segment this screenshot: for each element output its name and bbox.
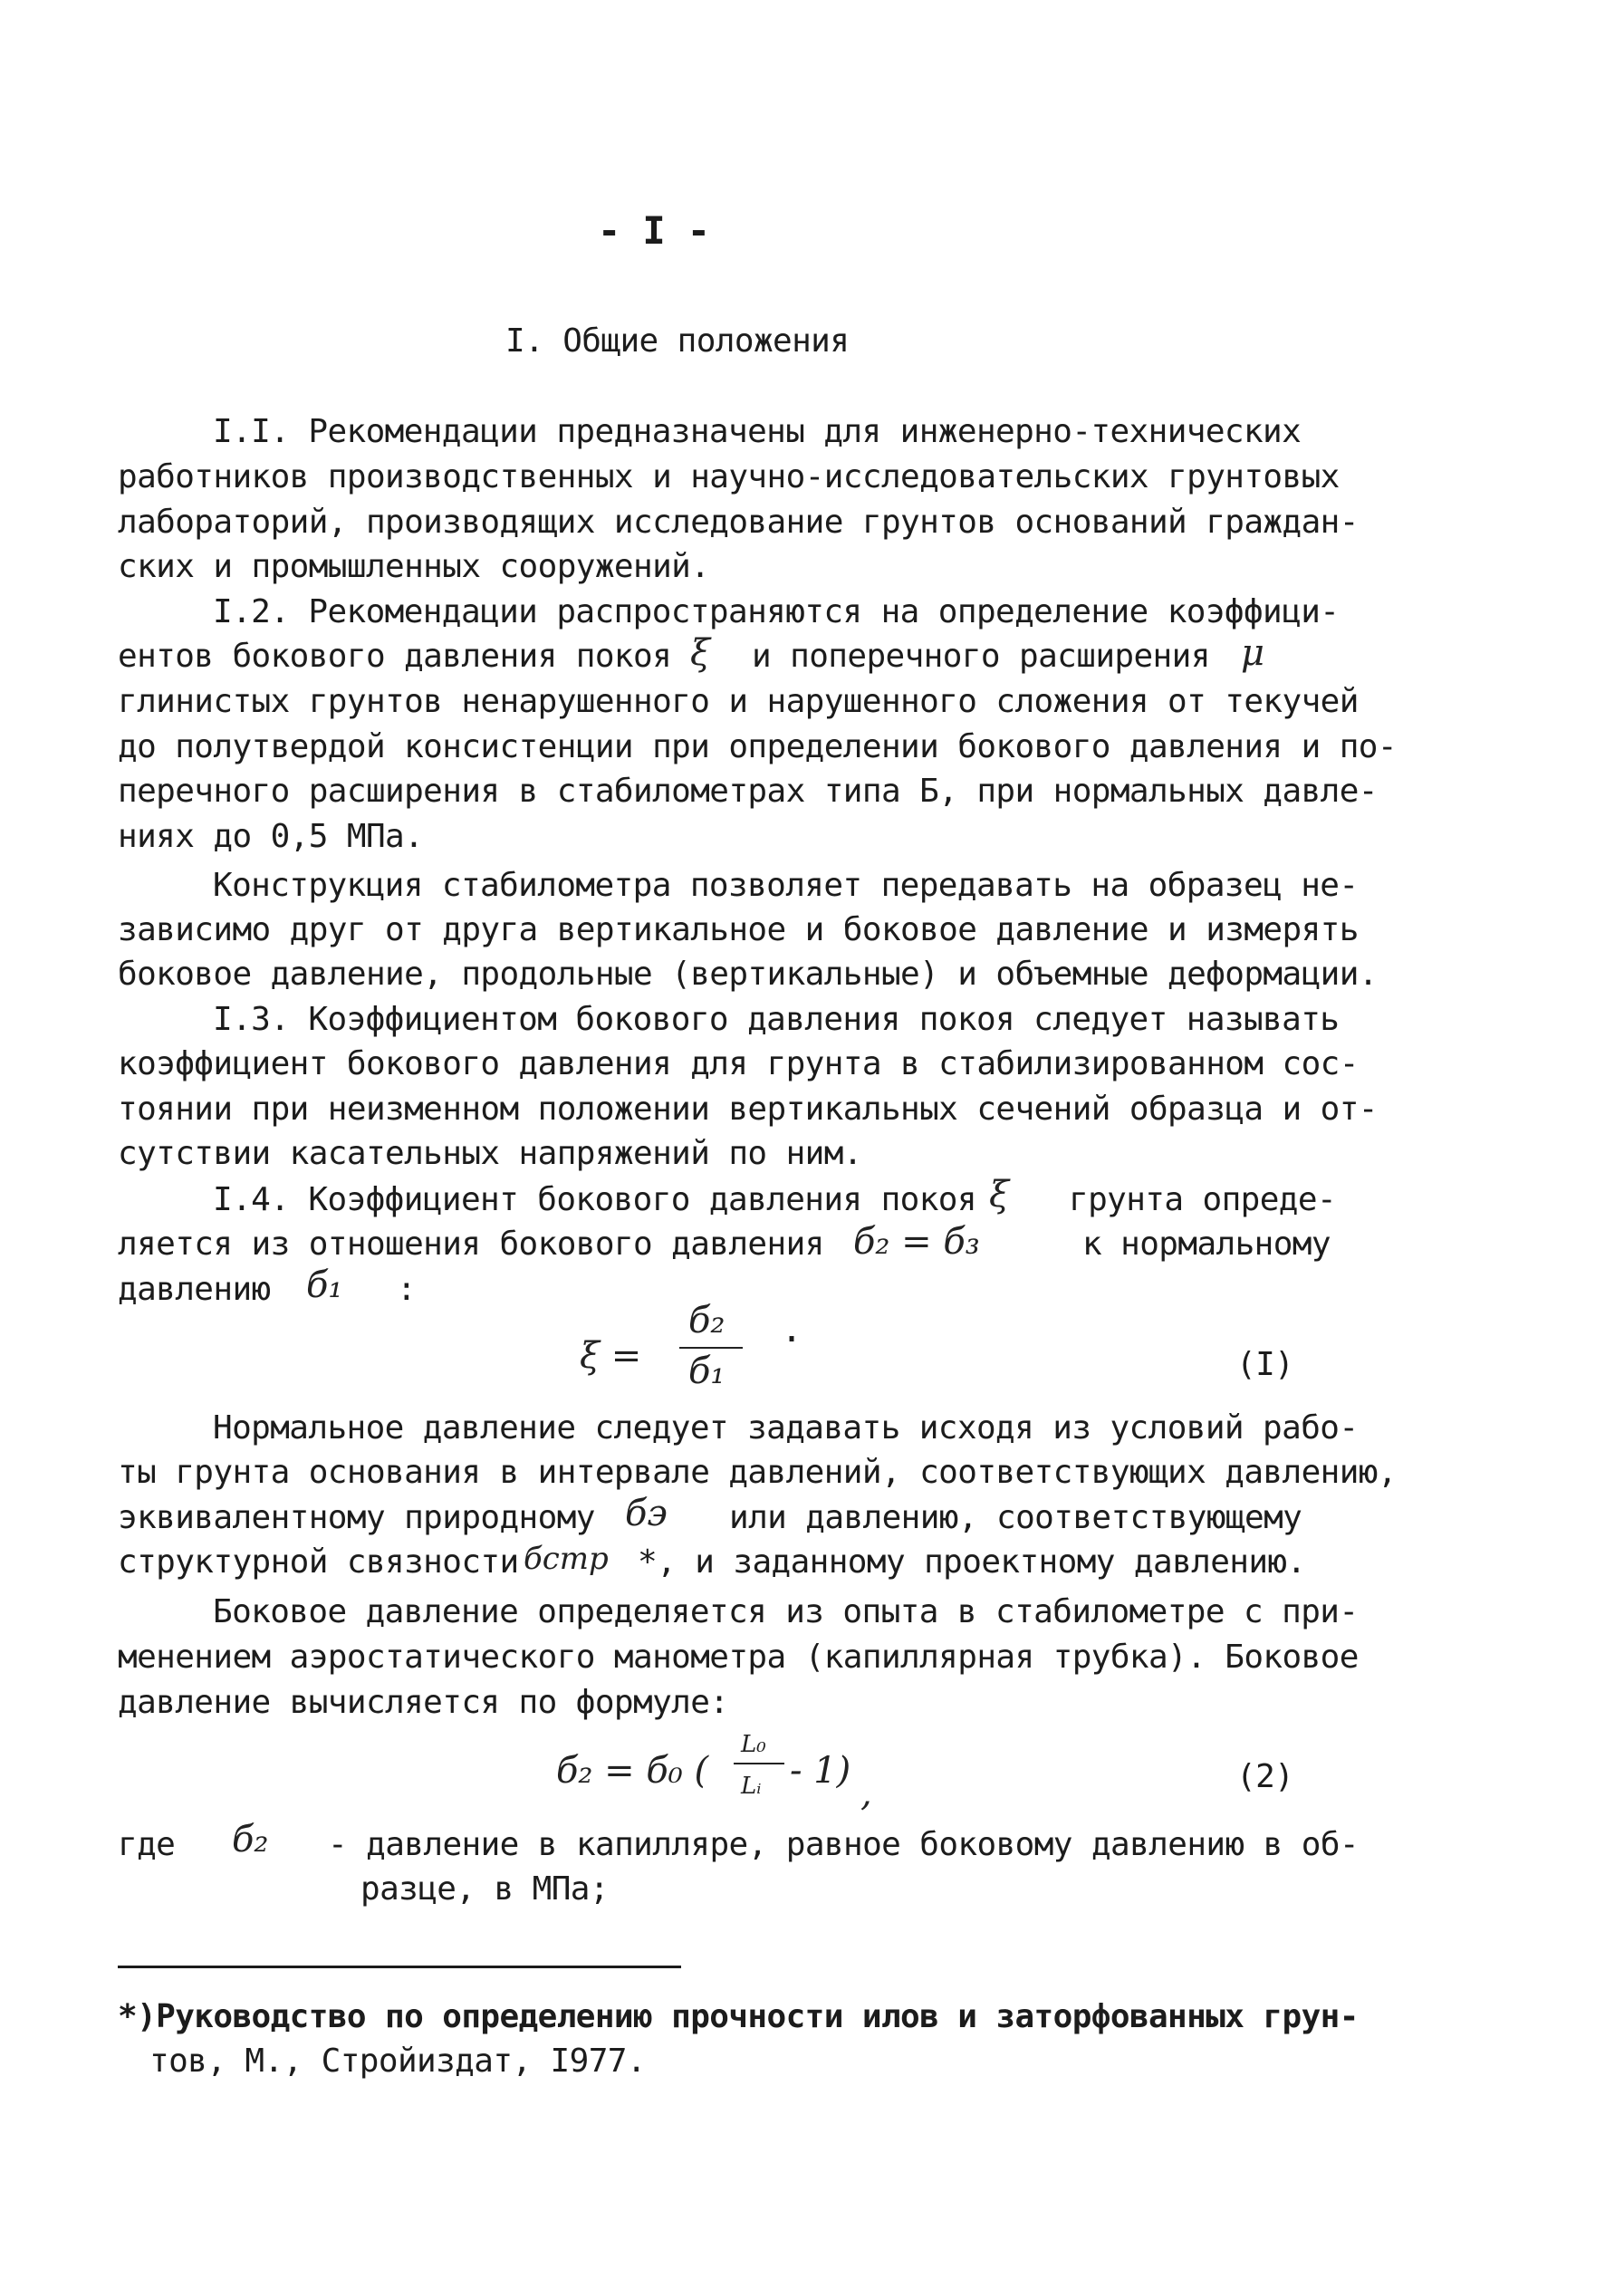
text-line: глинистых грунтов ненарушенного и нарушенного сложения от текучей — [118, 683, 1359, 720]
text-line: ляется из отношения бокового давления — [118, 1226, 824, 1263]
sigma2-eq-sigma3: б₂ = б₃ — [853, 1221, 980, 1263]
section-heading: I. Общие положения — [505, 322, 850, 360]
text-line: сутствии касательных напряжений по ним. — [118, 1135, 862, 1172]
formula-1-label: (I) — [1236, 1346, 1294, 1383]
text-line: разце, в МПа; — [360, 1870, 609, 1908]
sigma-str-symbol: бстр — [524, 1541, 609, 1577]
formula-1-numerator: б₂ — [688, 1300, 726, 1341]
text-line: I.I. Рекомендации предназначены для инженерно-технических — [213, 413, 1302, 450]
text-line: до полутвердой консистенции при определении бокового давления и по- — [118, 728, 1397, 765]
text-line: лабораторий, производящих исследование грунтов оснований граждан- — [118, 504, 1359, 541]
text-line: и поперечного расширения — [752, 638, 1210, 675]
xi-symbol: ξ — [989, 1174, 1010, 1216]
fraction-bar — [734, 1763, 784, 1764]
text-line: где — [118, 1826, 176, 1863]
text-line: I.2. Рекомендации распространяются на определение коэффици- — [213, 593, 1340, 630]
text-line: боковое давление, продольные (вертикальные) и объемные деформации. — [118, 956, 1378, 993]
text-line: зависимо друг от друга вертикальное и боковое давление и измерять — [118, 911, 1359, 948]
mu-symbol: μ — [1241, 632, 1264, 674]
formula-1-denominator: б₁ — [688, 1351, 726, 1392]
text-line: коэффициент бокового давления для грунта в стабилизированном сос- — [118, 1045, 1359, 1082]
formula-2-lhs: б₂ = б₀ ( — [556, 1750, 709, 1792]
text-line: : — [397, 1271, 417, 1308]
text-line: грунта опреде- — [1069, 1181, 1337, 1218]
text-line: Боковое давление определяется из опыта в стабилометре с при- — [213, 1593, 1359, 1630]
formula-2-numerator: L₀ — [741, 1731, 766, 1758]
xi-symbol: ξ — [690, 632, 711, 674]
text-line: Нормальное давление следует задавать исходя из условий рабо- — [213, 1409, 1359, 1447]
formula-2-rhs: - 1) — [790, 1750, 851, 1792]
formula-1-dot: · — [781, 1319, 802, 1360]
text-line: или давлению, соответствующему — [729, 1499, 1302, 1536]
formula-2-label: (2) — [1236, 1758, 1294, 1795]
text-line: к нормальному — [1082, 1226, 1331, 1263]
formula-2-comma: , — [860, 1773, 872, 1814]
text-line: ниях до 0,5 МПа. — [118, 818, 424, 855]
text-line: эквивалентному природному — [118, 1499, 595, 1536]
fraction-bar — [679, 1347, 743, 1349]
text-line: ты грунта основания в интервале давлений, соответствующих давлению, — [118, 1454, 1397, 1491]
text-line: менением аэростатического манометра (капиллярная трубка). Боковое — [118, 1639, 1359, 1676]
sigma1-symbol: б₁ — [306, 1264, 343, 1306]
page-number: - I - — [598, 208, 710, 253]
footnote-divider — [118, 1966, 681, 1968]
sigma-e-symbol: бэ — [625, 1493, 668, 1534]
text-line: Конструкция стабилометра позволяет передавать на образец не- — [213, 867, 1359, 904]
text-line: перечного расширения в стабилометрах типа Б, при нормальных давле- — [118, 773, 1378, 810]
text-line: давлению — [118, 1271, 271, 1308]
sigma2-symbol: б₂ — [232, 1819, 269, 1860]
text-line: ентов бокового давления покоя — [118, 638, 672, 675]
formula-2-denominator: Lᵢ — [741, 1773, 762, 1800]
text-line: ских и промышленных сооружений. — [118, 548, 710, 585]
text-line: I.4. Коэффициент бокового давления покоя — [213, 1181, 976, 1218]
text-line: работников производственных и научно-исследовательских грунтовых — [118, 458, 1340, 495]
formula-1-lhs: ξ = — [580, 1335, 642, 1377]
footnote-line: *)Руководство по определению прочности илов и заторфованных грун- — [118, 1998, 1359, 2035]
text-line: *, и заданному проектному давлению. — [638, 1543, 1306, 1581]
footnote-line: тов, М., Стройиздат, I977. — [149, 2043, 646, 2080]
text-line: давление вычисляется по формуле: — [118, 1684, 729, 1721]
text-line: структурной связности — [118, 1543, 519, 1581]
text-line: I.3. Коэффициентом бокового давления покоя следует называть — [213, 1001, 1340, 1038]
text-line: - давление в капилляре, равное боковому давлению в об- — [328, 1826, 1359, 1863]
text-line: тоянии при неизменном положении вертикальных сечений образца и от- — [118, 1091, 1378, 1128]
